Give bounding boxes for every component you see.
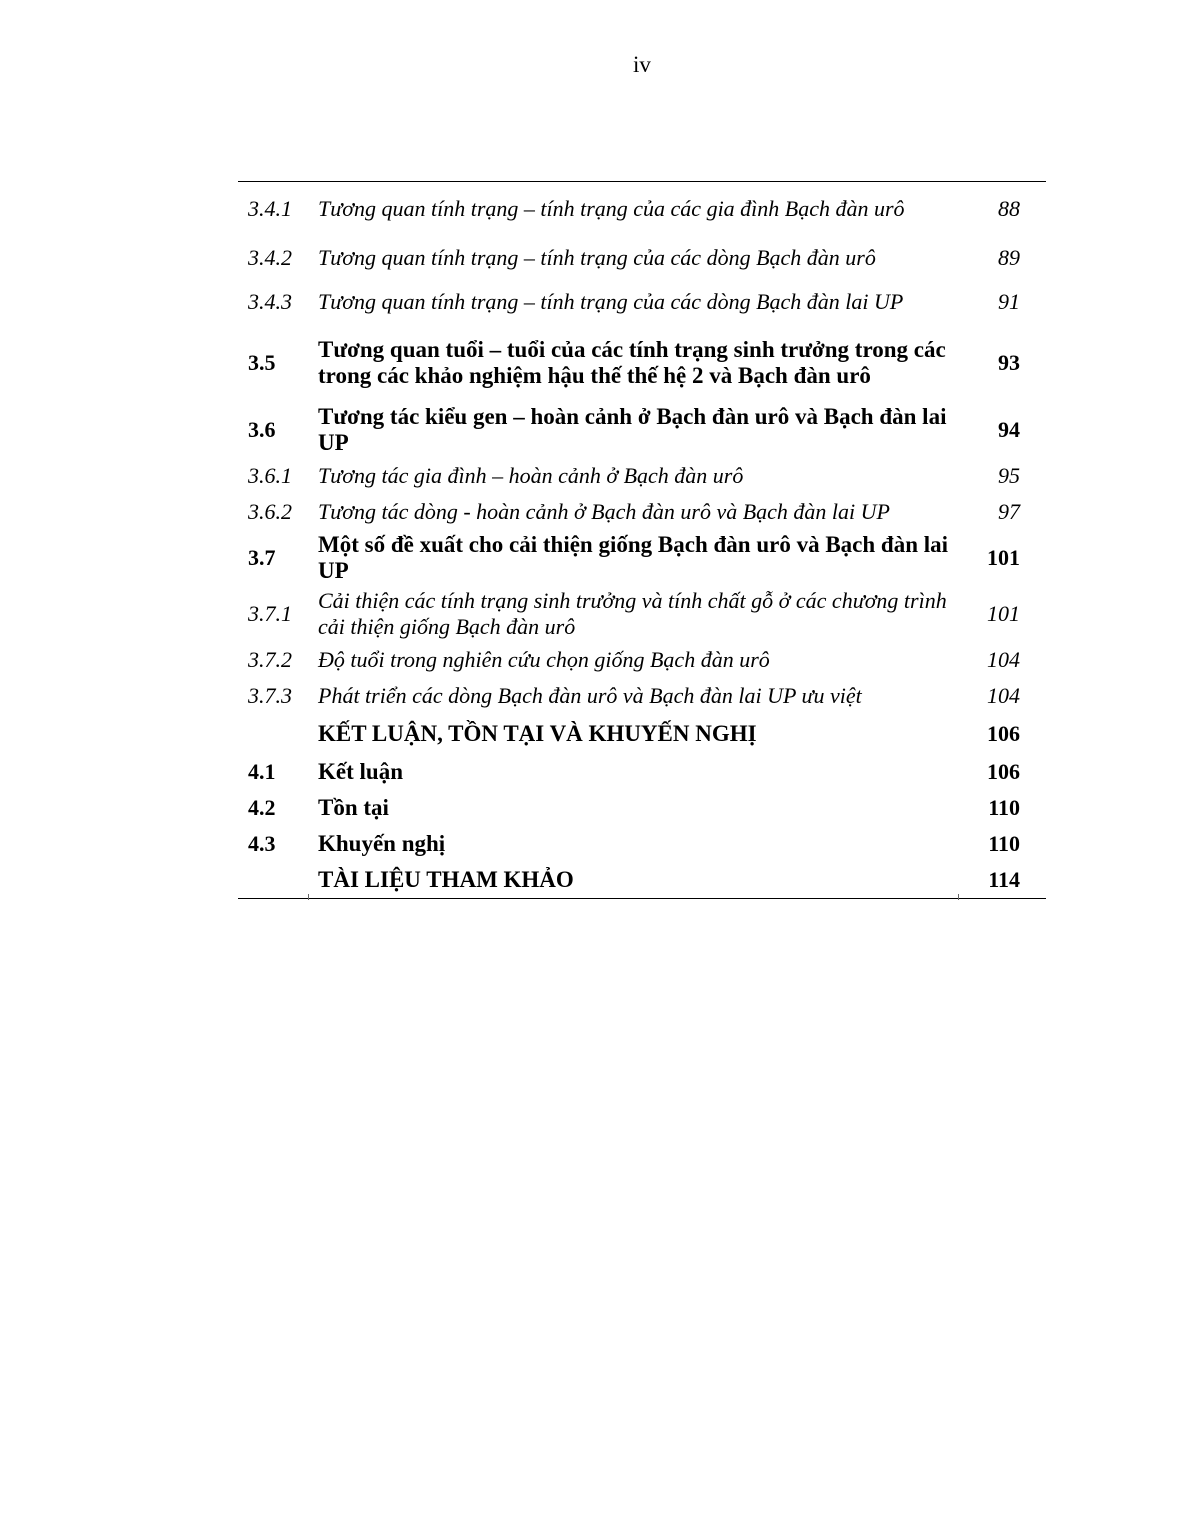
toc-title: Kết luận	[318, 759, 403, 784]
toc-title: Tương tác dòng - hoàn cảnh ở Bạch đàn urô và Bạch đàn lai UP	[318, 499, 890, 524]
toc-page: 110	[988, 795, 1020, 820]
toc-row	[238, 280, 1046, 324]
toc-page: 91	[998, 289, 1020, 314]
toc-page: 97	[998, 499, 1020, 524]
toc-title: Tương tác gia đình – hoàn cảnh ở Bạch đàn urô	[318, 463, 744, 488]
toc-number: 3.7.1	[248, 601, 292, 626]
toc-row	[238, 790, 1046, 826]
toc-page: 104	[987, 647, 1020, 672]
toc-page: 110	[988, 831, 1020, 856]
toc-page: 104	[987, 683, 1020, 708]
toc-title: Tương quan tính trạng – tính trạng của các gia đình Bạch đàn urô	[318, 196, 905, 221]
toc-title: Tồn tại	[318, 795, 389, 820]
toc-page: 101	[987, 545, 1020, 570]
toc-row	[238, 458, 1046, 494]
toc-title: Cải thiện các tính trạng sinh trưởng và tính chất gỗ ở các chương trình cải thiện giống Bạch đàn urô	[318, 588, 947, 639]
toc-page: 88	[998, 196, 1020, 221]
toc-row	[238, 530, 1046, 586]
toc-number: 3.5	[248, 350, 276, 375]
toc-page: 114	[988, 867, 1020, 892]
toc-page: 106	[987, 759, 1020, 784]
toc-number: 3.6.1	[248, 463, 292, 488]
toc-row	[238, 826, 1046, 862]
toc-page: 101	[987, 601, 1020, 626]
toc-title: Phát triển các dòng Bạch đàn urô và Bạch đàn lai UP ưu việt	[318, 683, 862, 708]
toc-page: 94	[998, 417, 1020, 442]
column-divider	[308, 894, 309, 900]
toc-row	[238, 494, 1046, 530]
toc-number: 3.6	[248, 417, 276, 442]
toc-number: 3.7.2	[248, 647, 292, 672]
toc-number: 3.7.3	[248, 683, 292, 708]
toc-title: Tương tác kiểu gen – hoàn cảnh ở Bạch đàn urô và Bạch đàn lai UP	[318, 404, 947, 455]
toc-title: Khuyến nghị	[318, 831, 446, 856]
toc-number: 4.1	[248, 759, 276, 784]
toc-row	[238, 642, 1046, 678]
toc-number: 4.3	[248, 831, 276, 856]
toc-number: 4.2	[248, 795, 276, 820]
toc-row	[238, 678, 1046, 714]
toc-row	[238, 236, 1046, 280]
toc-page: 93	[998, 350, 1020, 375]
toc-number: 3.4.2	[248, 245, 292, 270]
toc-title: Độ tuổi trong nghiên cứu chọn giống Bạch đàn urô	[318, 647, 770, 672]
toc-title: Tương quan tính trạng – tính trạng của các dòng Bạch đàn urô	[318, 245, 876, 270]
toc-number: 3.6.2	[248, 499, 292, 524]
toc-page: 89	[998, 245, 1020, 270]
toc-title: Tương quan tuổi – tuổi của các tính trạng sinh trưởng trong các trong các khảo nghiệm hậu thế thế hệ 2 và Bạch đàn urô	[318, 337, 946, 388]
toc-page: 95	[998, 463, 1020, 488]
toc-row	[238, 324, 1046, 402]
toc-row	[238, 182, 1046, 236]
toc-title: KẾT LUẬN, TỒN TẠI VÀ KHUYẾN NGHỊ	[318, 721, 757, 746]
table-of-contents	[238, 181, 1046, 899]
toc-row	[238, 402, 1046, 458]
toc-title: Tương quan tính trạng – tính trạng của các dòng Bạch đàn lai UP	[318, 289, 904, 314]
column-divider	[958, 894, 959, 900]
toc-row	[238, 862, 1046, 898]
toc-number: 3.4.3	[248, 289, 292, 314]
toc-title: TÀI LIỆU THAM KHẢO	[318, 867, 574, 892]
toc-row	[238, 586, 1046, 642]
toc-row	[238, 754, 1046, 790]
toc-title: Một số đề xuất cho cải thiện giống Bạch đàn urô và Bạch đàn lai UP	[318, 532, 949, 583]
toc-page: 106	[987, 721, 1020, 746]
toc-number: 3.7	[248, 545, 276, 570]
page-number: iv	[633, 52, 651, 77]
toc-row	[238, 714, 1046, 754]
toc-number: 3.4.1	[248, 196, 292, 221]
